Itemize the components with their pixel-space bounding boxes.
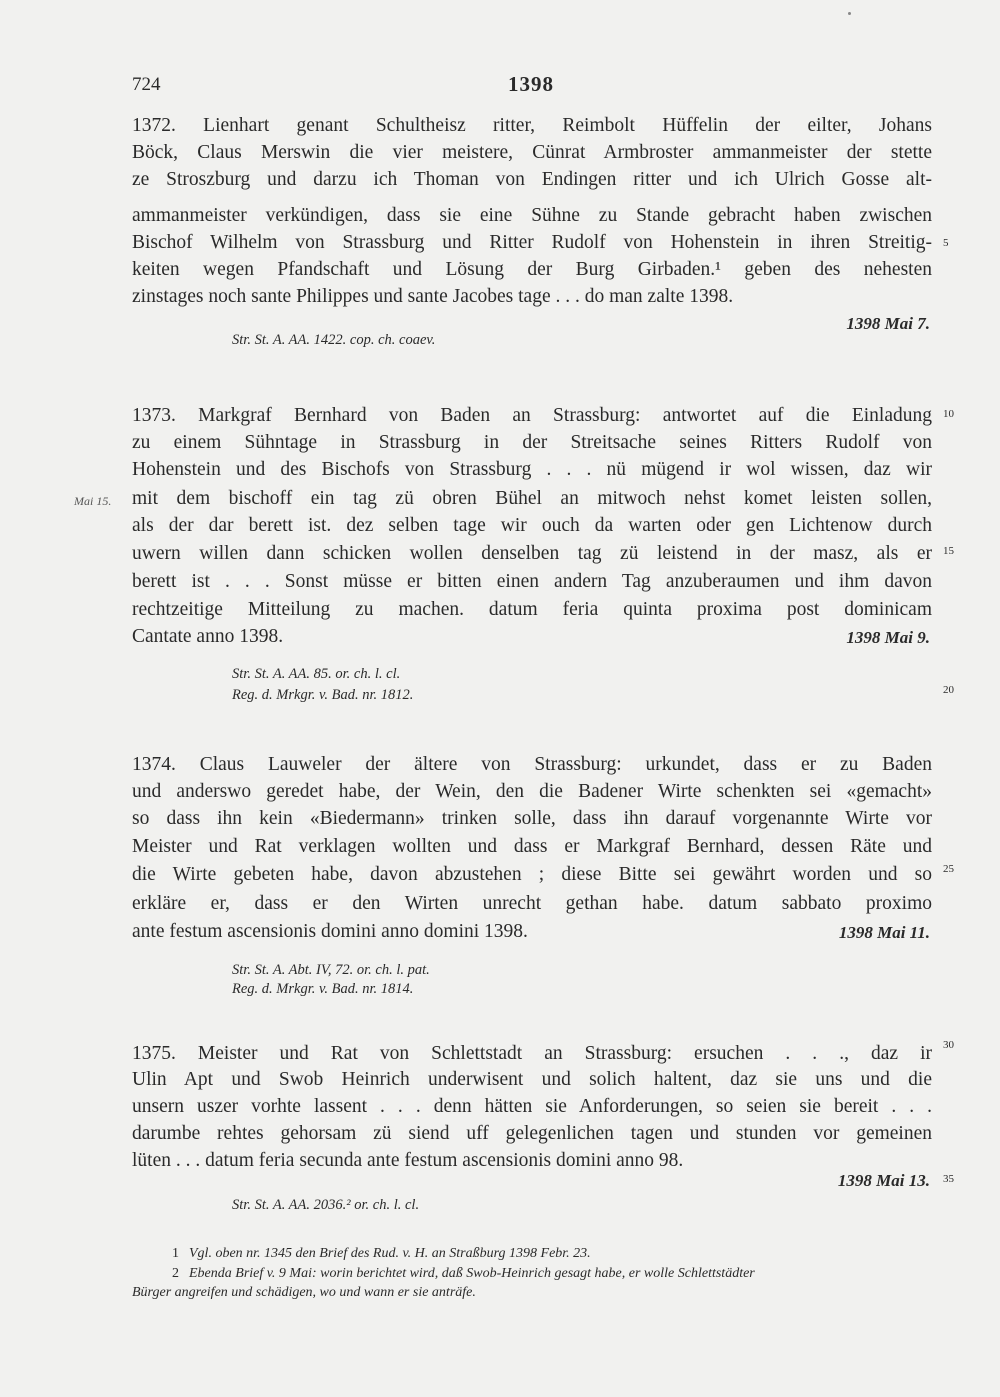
- entry-line: keiten wegen Pfandschaft und Lösung der Burg Girbaden.¹ geben des nehesten: [132, 259, 932, 280]
- margin-line-number: 35: [943, 1173, 954, 1185]
- footnote: [172, 1264, 755, 1284]
- entry-line: Böck, Claus Merswin die vier meistere, Cünrat Armbroster ammanmeister der stette: [132, 142, 932, 163]
- footnote-text: Vgl. oben nr. 1345 den Brief des Rud. v. H. an Straßburg 1398 Febr. 23.: [189, 1246, 591, 1261]
- entry-line: zinstages noch sante Philippes und sante Jacobes tage . . . do man zalte 1398.: [132, 286, 734, 307]
- entry-line: Bischof Wilhelm von Strassburg und Ritter Rudolf von Hohenstein in ihren Streitig-: [132, 232, 932, 253]
- entry-line: so dass ihn kein «Biedermann» trinken solle, dass ihn darauf vorgenannte Wirte vor: [132, 808, 932, 829]
- entry-line: ze Stroszburg und darzu ich Thoman von Endingen ritter und ich Ulrich Gosse alt-: [132, 169, 932, 190]
- entry-date: 1398 Mai 7.: [846, 314, 930, 333]
- margin-date-note: Mai 15.: [74, 494, 112, 508]
- margin-line-number: 20: [943, 684, 954, 696]
- margin-line-number: 30: [943, 1039, 954, 1051]
- entry-line: berett ist . . . Sonst müsse er bitten einen andern Tag anzuberaumen und ihm davon: [132, 571, 932, 592]
- page-number: 724: [132, 74, 161, 95]
- entry-line: Meister und Rat verklagen wollten und dass er Markgraf Bernhard, dessen Räte und: [132, 836, 932, 857]
- page-year-heading: 1398: [508, 72, 554, 96]
- entry-line: Cantate anno 1398.: [132, 626, 284, 647]
- source-citation: Str. St. A. AA. 85. or. ch. l. cl.: [232, 666, 401, 682]
- entry-line: mit dem bischoff ein tag zü obren Bühel an mitwoch nehst komet leisten sollen,: [132, 488, 932, 509]
- entry-date: 1398 Mai 13.: [837, 1171, 930, 1190]
- entry-line: darumbe rehtes gehorsam zü siend uff gelegenlichen tagen und stunden vor gemeinen: [132, 1123, 932, 1144]
- entry-line: rechtzeitige Mitteilung zu machen. datum feria quinta proxima post dominicam: [132, 599, 932, 620]
- entry-line: 1375. Meister und Rat von Schlettstadt an Strassburg: ersuchen . . ., daz ir: [132, 1043, 932, 1064]
- entry-line: 1374. Claus Lauweler der ältere von Strassburg: urkundet, dass er zu Baden: [132, 754, 932, 775]
- margin-line-number: 15: [943, 545, 954, 557]
- margin-line-number: 10: [943, 408, 954, 420]
- footnote-mark: 2: [172, 1266, 179, 1281]
- entry-line: unsern uszer vorhte lassent . . . denn hätten sie Anforderungen, so seien sie bereit . . .: [132, 1096, 932, 1117]
- source-citation: Str. St. A. AA. 2036.² or. ch. l. cl.: [232, 1197, 420, 1213]
- entry-date: 1398 Mai 11.: [838, 923, 930, 942]
- footnote-mark: 1: [172, 1246, 179, 1261]
- entry-line: 1372. Lienhart genant Schultheisz ritter, Reimbolt Hüffelin der eilter, Johans: [132, 115, 932, 136]
- margin-line-number: 25: [943, 863, 954, 875]
- entry-line: als der dar berett ist. dez selben tage wir ouch da warten oder gen Lichtenow durch: [132, 515, 932, 536]
- entry-date: 1398 Mai 9.: [846, 628, 930, 647]
- footnote-text: Ebenda Brief v. 9 Mai: worin berichtet wird, daß Swob-Heinrich gesagt habe, er wolle Schlettstädter: [189, 1266, 755, 1281]
- entry-line: 1373. Markgraf Bernhard von Baden an Strassburg: antwortet auf die Einladung: [132, 405, 932, 426]
- entry-line: Ulin Apt und Swob Heinrich underwisent und solich haltent, daz sie uns und die: [132, 1069, 932, 1090]
- entry-line: uwern willen dann schicken wollen denselben tag zü leistend in der masz, als er: [132, 543, 932, 564]
- entry-line: ante festum ascensionis domini anno domini 1398.: [132, 921, 528, 942]
- footnote-continuation: Bürger angreifen und schädigen, wo und wann er sie anträfe.: [132, 1285, 476, 1300]
- entry-line: ammanmeister verkündigen, dass sie eine Sühne zu Stande gebracht haben zwischen: [132, 205, 932, 226]
- source-citation: Str. St. A. Abt. IV, 72. or. ch. l. pat.: [232, 962, 430, 978]
- entry-line: lüten . . . datum feria secunda ante festum ascensionis domini anno 98.: [132, 1150, 684, 1171]
- margin-line-number: 5: [943, 237, 949, 249]
- entry-line: zu einem Sühntage in Strassburg in der Streitsache seines Ritters Rudolf von: [132, 432, 932, 453]
- source-citation: Reg. d. Mrkgr. v. Bad. nr. 1812.: [232, 687, 414, 703]
- source-citation: Str. St. A. AA. 1422. cop. ch. coaev.: [232, 332, 436, 348]
- footnote: [172, 1244, 591, 1264]
- scan-speck: [848, 12, 851, 15]
- entry-line: Hohenstein und des Bischofs von Strassburg . . . nü mügend ir wol wissen, daz wir: [132, 459, 932, 480]
- entry-line: und anderswo geredet habe, der Wein, den die Badener Wirte schenkten sei «gemacht»: [132, 781, 932, 802]
- entry-line: die Wirte gebeten habe, davon abzustehen ; diese Bitte sei gewährt worden und so: [132, 864, 932, 885]
- source-citation: Reg. d. Mrkgr. v. Bad. nr. 1814.: [232, 981, 414, 997]
- entry-line: erkläre er, dass er den Wirten unrecht gethan habe. datum sabbato proximo: [132, 893, 932, 914]
